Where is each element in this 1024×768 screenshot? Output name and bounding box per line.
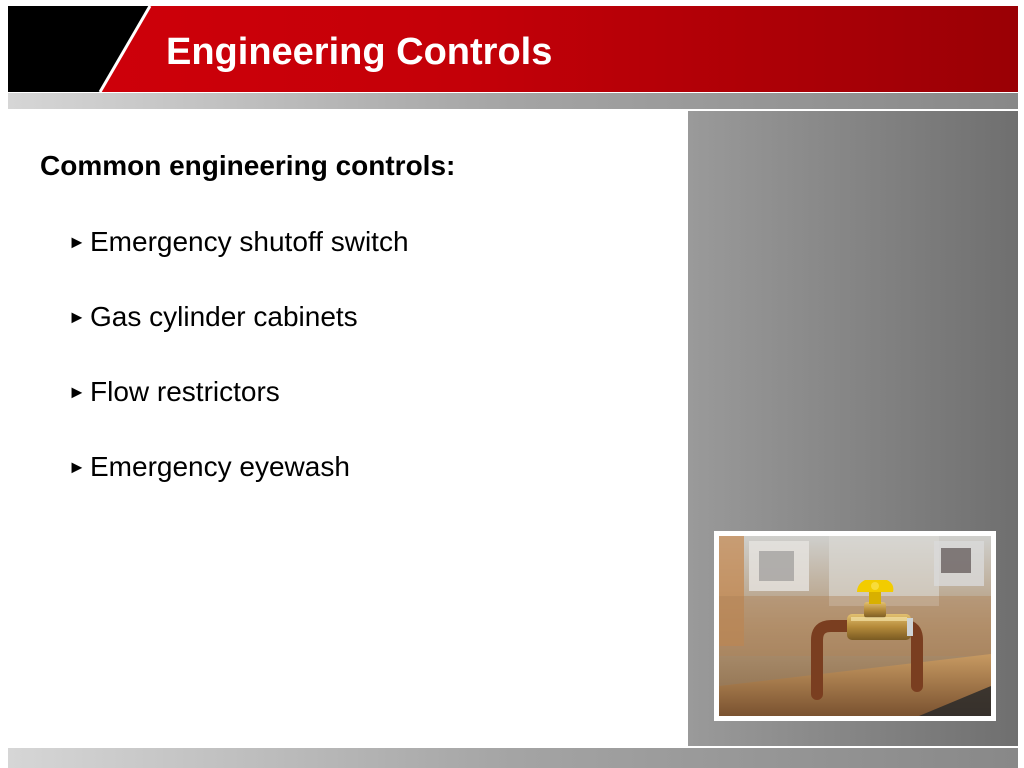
title-banner — [8, 6, 1018, 92]
bullet-item — [68, 447, 409, 522]
bullet-text: Gas cylinder cabinets — [90, 301, 358, 332]
bullet-text: Emergency eyewash — [90, 451, 350, 482]
triangle-right-icon: ► — [68, 307, 86, 327]
slide-title: Engineering Controls — [166, 31, 553, 73]
valve-photo-frame — [714, 531, 996, 721]
bullet-item — [68, 222, 409, 297]
gas-valve-photo — [719, 536, 991, 716]
footer-bar — [8, 748, 1018, 768]
content-heading: Common engineering controls: — [40, 150, 456, 181]
header-divider-bar — [8, 93, 1018, 109]
triangle-right-icon: ► — [68, 382, 86, 402]
bullet-item — [68, 372, 409, 447]
bullet-item — [68, 297, 409, 372]
bullet-text: Emergency shutoff switch — [90, 226, 409, 257]
bullet-text: Flow restrictors — [90, 376, 280, 407]
gas-valve-image — [719, 536, 991, 716]
triangle-right-icon: ► — [68, 232, 86, 252]
triangle-right-icon: ► — [68, 457, 86, 477]
bullet-list — [68, 222, 409, 522]
